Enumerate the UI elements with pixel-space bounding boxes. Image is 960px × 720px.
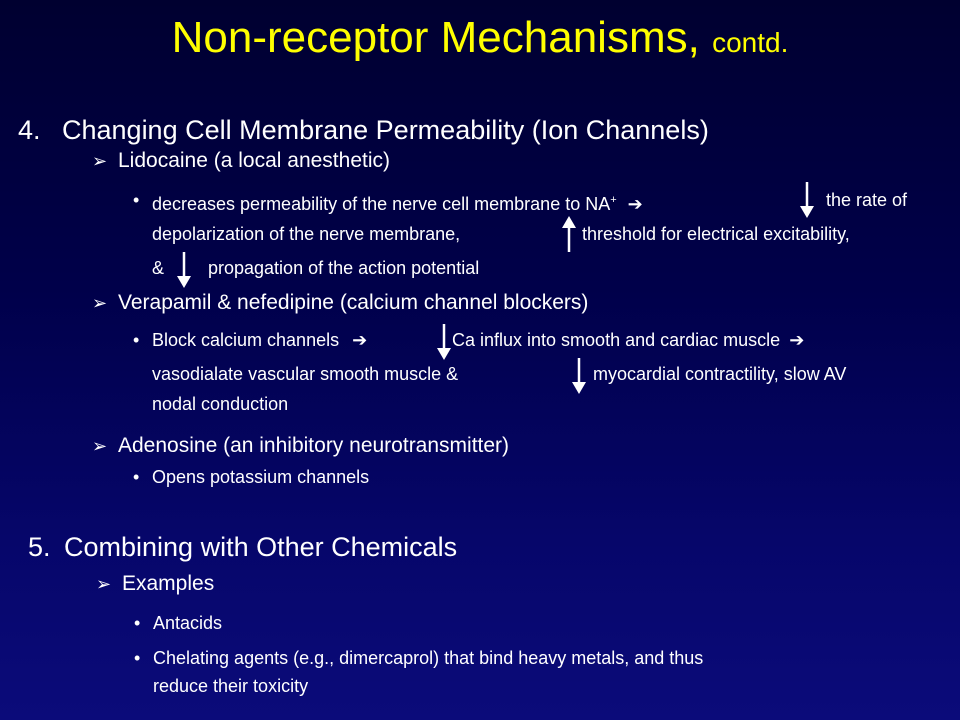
slide-title-main: Non-receptor Mechanisms, bbox=[171, 13, 700, 62]
right-arrow-icon: ➔ bbox=[627, 194, 643, 214]
bullet-dot: • bbox=[133, 467, 140, 487]
bullet-dot: • bbox=[133, 330, 140, 350]
triangle-arrow-icon: ➢ bbox=[96, 574, 112, 594]
down-arrow-icon bbox=[799, 180, 815, 220]
bullet-text: decreases permeability of the nerve cell membrane to NA bbox=[152, 194, 611, 214]
lidocaine-bullet-line-3b: propagation of the action potential bbox=[208, 258, 480, 278]
section-4-title: Changing Cell Membrane Permeability (Ion Channels) bbox=[62, 115, 709, 145]
verapamil-bullet-line-1b bbox=[452, 323, 804, 357]
bullet-dot: • bbox=[133, 190, 140, 210]
bullet-text: Opens potassium channels bbox=[152, 467, 370, 487]
bullet-dot: • bbox=[134, 648, 141, 668]
lidocaine-line-1-tail: the rate of bbox=[826, 190, 908, 210]
adenosine-label: Adenosine (an inhibitory neurotransmitter) bbox=[118, 434, 510, 457]
examples-label: Examples bbox=[122, 572, 215, 595]
bullet-text: Ca influx into smooth and cardiac muscle bbox=[452, 330, 781, 350]
bullet-text: Block calcium channels bbox=[152, 330, 340, 350]
triangle-arrow-icon: ➢ bbox=[92, 293, 108, 313]
right-arrow-icon: ➔ bbox=[789, 330, 805, 350]
examples-bullet-antacids bbox=[134, 606, 223, 640]
examples-bullet-chelating-line-2: reduce their toxicity bbox=[153, 676, 309, 696]
bullet-text: Antacids bbox=[153, 613, 223, 633]
lidocaine-item bbox=[92, 147, 390, 175]
verapamil-bullet-line-1a bbox=[133, 323, 368, 357]
verapamil-item bbox=[92, 289, 588, 317]
up-arrow-icon bbox=[561, 214, 577, 254]
triangle-arrow-icon: ➢ bbox=[92, 151, 108, 171]
down-arrow-icon bbox=[176, 250, 192, 290]
lidocaine-bullet-line-2b: threshold for electrical excitability, bbox=[582, 224, 850, 244]
section-5-heading bbox=[28, 530, 457, 564]
verapamil-label: Verapamil & nefedipine (calcium channel blockers) bbox=[118, 291, 589, 314]
verapamil-bullet-line-2a: vasodialate vascular smooth muscle & bbox=[152, 364, 459, 384]
section-4-heading bbox=[18, 113, 709, 147]
lidocaine-bullet-line-2a: depolarization of the nerve membrane, bbox=[152, 224, 461, 244]
down-arrow-icon bbox=[571, 356, 587, 396]
section-5-title: Combining with Other Chemicals bbox=[64, 532, 458, 562]
na-superscript: + bbox=[610, 194, 617, 206]
down-arrow-icon bbox=[436, 322, 452, 362]
slide-title bbox=[0, 10, 960, 71]
right-arrow-icon: ➔ bbox=[352, 330, 368, 350]
verapamil-bullet-line-3: nodal conduction bbox=[152, 394, 289, 414]
verapamil-bullet-line-2b: myocardial contractility, slow AV bbox=[593, 364, 847, 384]
bullet-text: Chelating agents (e.g., dimercaprol) that bind heavy metals, and thus bbox=[153, 648, 704, 668]
section-5-number: 5. bbox=[28, 532, 51, 562]
adenosine-bullet bbox=[133, 460, 370, 494]
lidocaine-bullet-line-3a: & bbox=[152, 258, 165, 278]
adenosine-item bbox=[92, 432, 509, 460]
bullet-dot: • bbox=[134, 613, 141, 633]
examples-item bbox=[96, 570, 214, 598]
lidocaine-label: Lidocaine (a local anesthetic) bbox=[118, 149, 390, 172]
section-4-number: 4. bbox=[18, 115, 41, 145]
slide-title-suffix: contd. bbox=[712, 27, 789, 58]
triangle-arrow-icon: ➢ bbox=[92, 436, 108, 456]
